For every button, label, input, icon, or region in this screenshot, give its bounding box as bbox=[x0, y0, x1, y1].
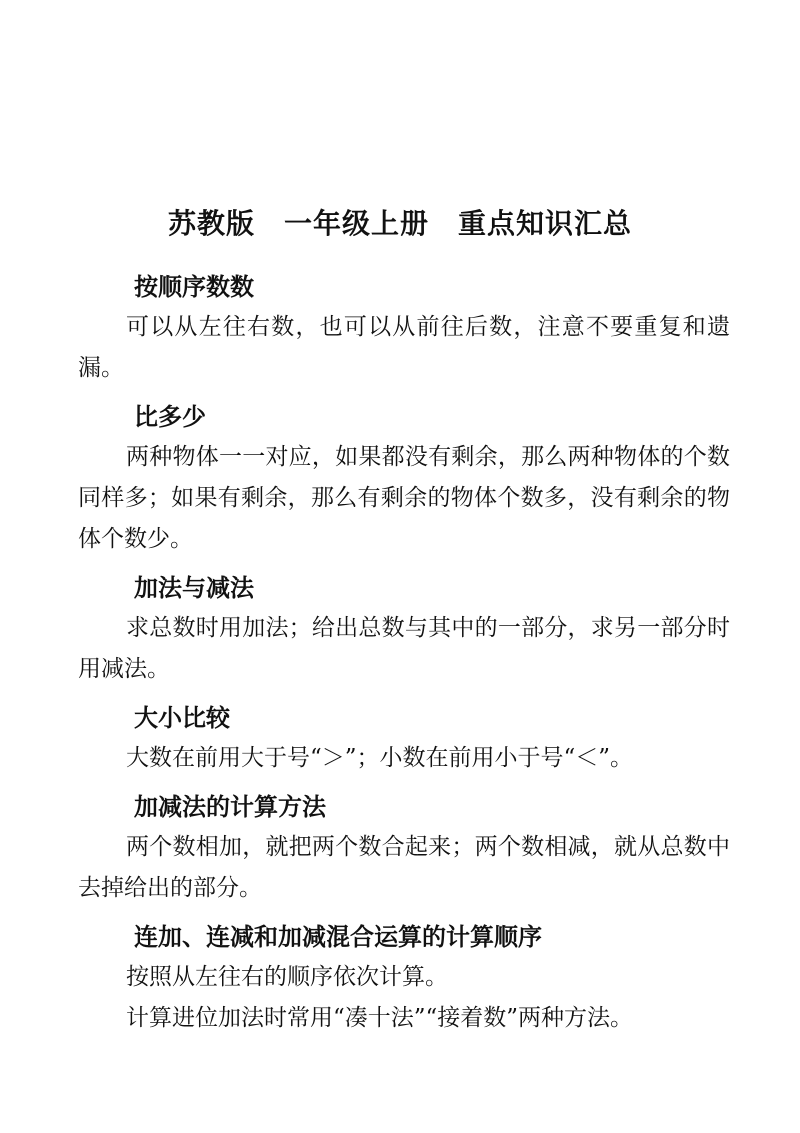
section-paragraph: 求总数时用加法；给出总数与其中的一部分，求另一部分时用减法。 bbox=[78, 615, 730, 682]
section-compare-quantity bbox=[78, 397, 730, 560]
section-paragraph: 可以从左往右数，也可以从前往后数，注意不要重复和遗漏。 bbox=[78, 314, 730, 381]
section-paragraph: 两种物体一一对应，如果都没有剩余，那么两种物体的个数同样多；如果有剩余，那么有剩余的物体个数多，没有剩余的物体个数少。 bbox=[78, 444, 730, 552]
section-count-in-order bbox=[78, 267, 730, 389]
section-addition-subtraction bbox=[78, 568, 730, 690]
section-paragraph: 大数在前用大于号“＞”；小数在前用小于号“＜”。 bbox=[126, 745, 634, 771]
page-title: 苏教版 一年级上册 重点知识汇总 bbox=[167, 207, 632, 240]
section-paragraph: 按照从左往右的顺序依次计算。 bbox=[126, 964, 448, 990]
section-calculation-methods bbox=[78, 787, 730, 909]
section-paragraph: 两个数相加，就把两个数合起来；两个数相减，就从总数中去掉给出的部分。 bbox=[78, 834, 730, 901]
section-size-comparison bbox=[78, 698, 730, 779]
section-paragraph: 计算进位加法时常用“凑十法”“接着数”两种方法。 bbox=[126, 1005, 634, 1031]
section-heading: 加法与减法 bbox=[134, 574, 254, 602]
section-heading: 连加、连减和加减混合运算的计算顺序 bbox=[134, 923, 542, 951]
section-heading: 加减法的计算方法 bbox=[134, 793, 326, 821]
section-heading: 比多少 bbox=[134, 403, 206, 431]
section-heading: 按顺序数数 bbox=[134, 273, 254, 301]
document-body bbox=[78, 267, 730, 1039]
section-heading: 大小比较 bbox=[134, 704, 230, 732]
section-calculation-order bbox=[78, 917, 730, 1039]
